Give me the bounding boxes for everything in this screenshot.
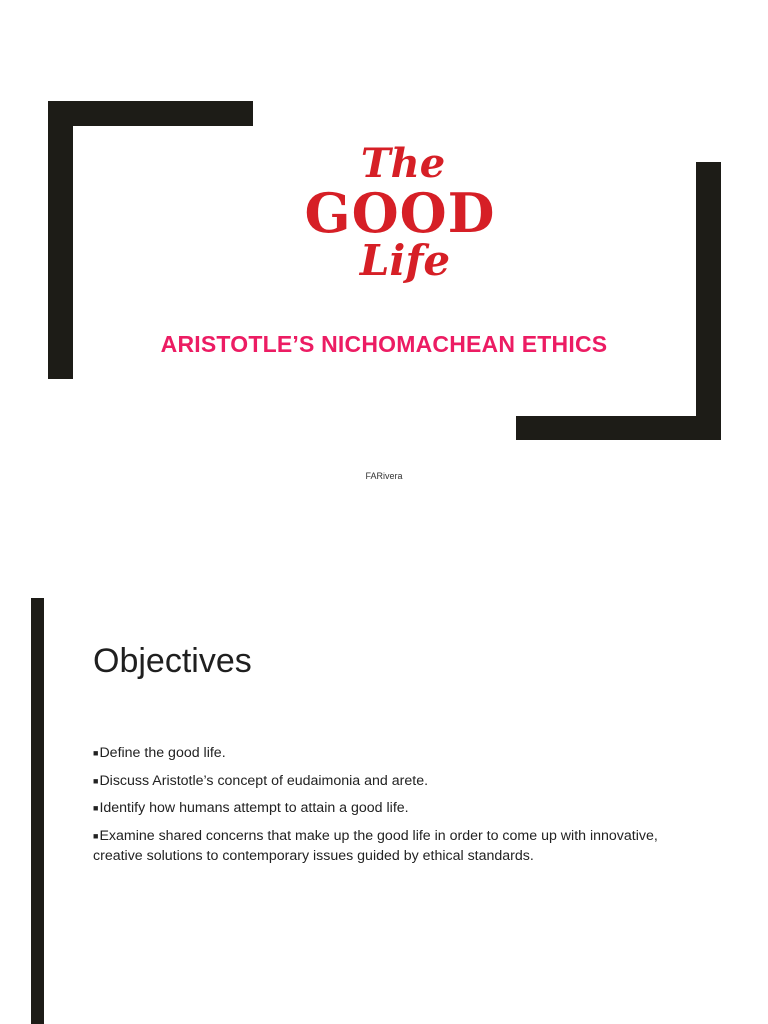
the-good-life-logo [285, 132, 515, 287]
accent-bar [31, 598, 44, 1024]
logo-the-text: The [360, 140, 446, 187]
objective-text: Identify how humans attempt to attain a good life. [99, 800, 409, 816]
objective-text: Examine shared concerns that make up the good life in order to come up with innovative, creative solutions to contemporary issues guided by ethical standards. [93, 827, 658, 864]
bracket-top-left-horizontal [48, 101, 253, 126]
objective-item [93, 826, 703, 866]
bullet-icon: ■ [93, 803, 99, 813]
bullet-icon: ■ [93, 748, 99, 758]
bullet-icon: ■ [93, 830, 99, 841]
objective-item [93, 743, 703, 763]
objectives-list [93, 743, 703, 873]
logo-life-text: Life [359, 236, 451, 285]
objective-text: Discuss Aristotle’s concept of eudaimonia and arete. [99, 772, 429, 789]
objective-item [93, 798, 703, 818]
bracket-bottom-right-vertical [696, 162, 721, 440]
logo-good-text: GOOD [304, 181, 496, 245]
objectives-slide [0, 560, 768, 1024]
bullet-icon: ■ [93, 775, 99, 786]
objectives-heading: Objectives [93, 642, 252, 680]
title-slide [0, 0, 768, 488]
objective-item [93, 771, 703, 791]
objective-text: Define the good life. [99, 745, 226, 761]
bracket-bottom-right-horizontal [516, 416, 721, 440]
slide-title: ARISTOTLE’S NICHOMACHEAN ETHICS [160, 331, 608, 357]
author-name: FARivera [365, 471, 403, 481]
